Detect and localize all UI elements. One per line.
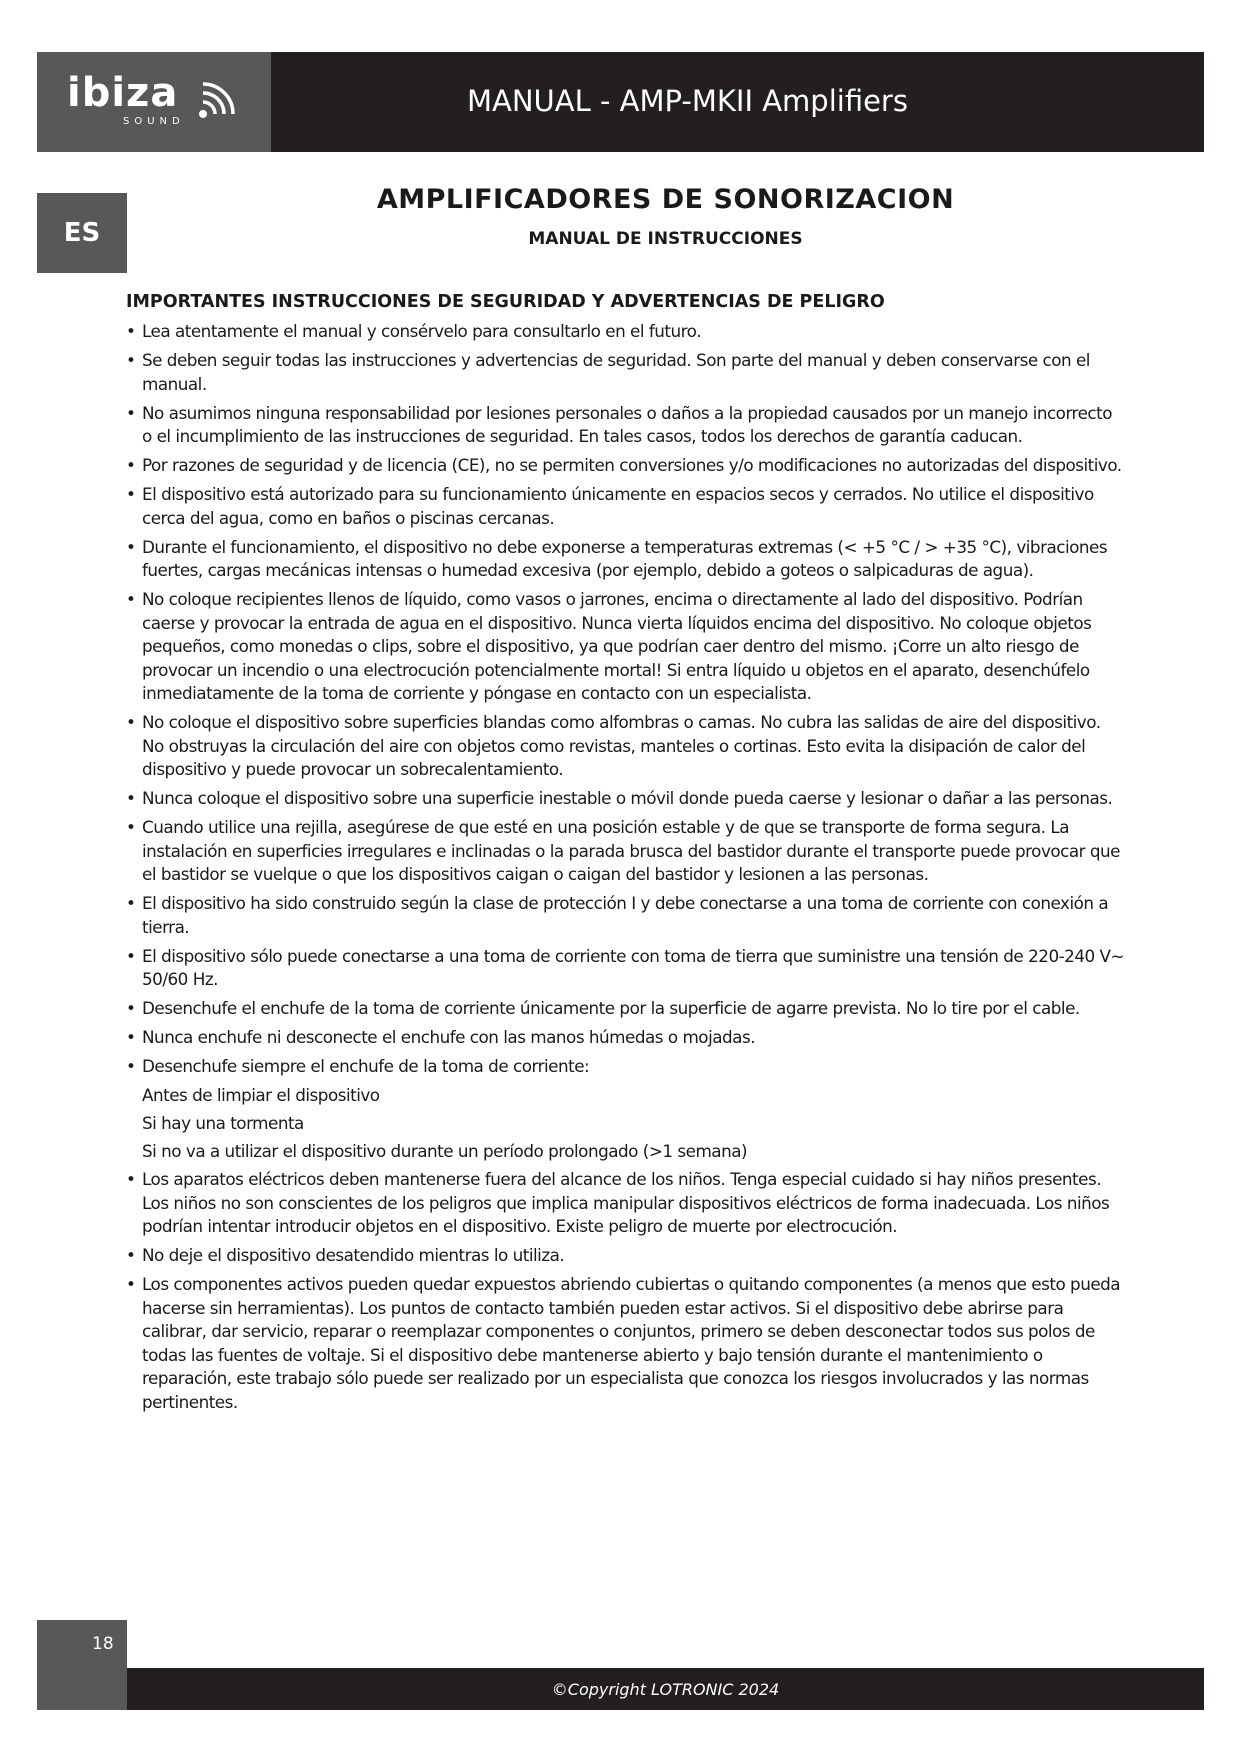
footer-bar [127,1668,1204,1710]
list-item [126,945,1126,992]
list-item [126,1244,1126,1268]
list-item-text: Los componentes activos pueden quedar expuestos abriendo cubiertas o quitando componentes (a menos que esto pueda hacerse sin herramientas). Los puntos de contacto también pueden estar activos. Si el dispositivo debe abrirse para calibrar, dar servicio, reparar o reemplazar componentes o conjuntos, primero se deben desconectar todos sus polos de todas las fuentes de voltaje. Si el dispositivo debe mantenerse abierto y bajo tensión durante el mantenimiento o reparación, este trabajo sólo puede ser realizado por un especialista que conozca los riesgos involucrados y las normas pertinentes. [142,1274,1121,1412]
list-item [126,402,1126,449]
list-item [126,997,1126,1021]
list-item [126,1273,1126,1414]
document-title: AMPLIFICADORES DE SONORIZACION [376,184,955,215]
language-tab: ES [37,193,127,273]
list-item-text: Se deben seguir todas las instrucciones y advertencias de seguridad. Son parte del manual y deben conservarse con el manual. [142,350,1090,394]
list-item [126,816,1126,887]
list-item-text: Cuando utilice una rejilla, asegúrese de que esté en una posición estable y de que se transporte de forma segura. La instalación en superficies irregulares e inclinadas o la parada brusca del bastidor durante el transporte puede provocar que el bastidor se vuelque o que los dispositivos caigan o caigan del bastidor y lesionen a las personas. [142,817,1120,884]
bullet-icon: • [126,893,136,913]
page-number-tab [37,1620,127,1710]
list-item-text: Nunca enchufe ni desconecte el enchufe con las manos húmedas o mojadas. [142,1027,756,1047]
list-item-text: Por razones de seguridad y de licencia (CE), no se permiten conversiones y/o modificaciones no autorizadas del dispositivo. [142,455,1122,475]
sound-waves-icon [197,82,237,122]
sub-list-item: Si no va a utilizar el dispositivo durante un período prolongado (>1 semana) [142,1141,748,1161]
list-item [126,536,1126,583]
bullet-icon: • [126,945,136,966]
bullet-icon: • [126,536,136,557]
sub-list-item: Si hay una tormenta [142,1113,304,1133]
list-item [126,320,1126,344]
list-item [126,588,1126,706]
list-item-text: Lea atentamente el manual y consérvelo para consultarlo en el futuro. [142,321,701,341]
list-item [126,454,1126,478]
document-subtitle: MANUAL DE INSTRUCCIONES [528,229,803,249]
list-item-text: No coloque el dispositivo sobre superficies blandas como alfombras o camas. No cubra las salidas de aire del dispositivo. No obstruyas la circulación del aire con objetos como revistas, manteles o cortinas. Esto evita la disipación de calor del dispositivo y puede provocar un sobrecalentamiento. [142,712,1101,779]
brand-logo [37,52,271,152]
list-item-text: Los aparatos eléctricos deben mantenerse fuera del alcance de los niños. Tenga especial cuidado si hay niños presentes. Los niños no son conscientes de los peligros que implica manipular dispositivos eléctricos de forma inadecuada. Los niños podrían intentar introducir objetos en el dispositivo. Existe peligro de muerte por electrocución. [142,1169,1110,1236]
bullet-icon: • [126,788,136,808]
logo-wordmark: ibiza [67,70,179,116]
bullet-icon: • [126,1056,136,1076]
bullet-icon: • [126,321,136,341]
list-item [126,483,1126,530]
list-item-text: Desenchufe el enchufe de la toma de corriente únicamente por la superficie de agarre prevista. No lo tire por el cable. [142,998,1080,1018]
header-bar [37,52,1204,152]
section-heading: IMPORTANTES INSTRUCCIONES DE SEGURIDAD Y ADVERTENCIAS DE PELIGRO [126,292,885,312]
bullet-icon: • [126,1274,136,1294]
list-item-text: Durante el funcionamiento, el dispositivo no debe exponerse a temperaturas extremas (< +5 °C / > +35 °C), vibraciones fuertes, cargas mecánicas intensas o humedad excesiva (por ejemplo, debido a goteos o salpicaduras de agua). [142,536,1108,580]
bullet-icon: • [126,1245,136,1265]
list-item [126,349,1126,396]
bullet-icon: • [126,998,136,1018]
bullet-icon: • [126,1027,136,1047]
page-number: 18 [92,1634,114,1654]
list-item [126,787,1126,811]
bullet-icon: • [126,817,136,837]
list-item-text: El dispositivo sólo puede conectarse a una toma de corriente con toma de tierra que suministre una tensión de 220-240 V~ 50/60 Hz. [142,945,1125,989]
bullet-icon: • [126,455,136,475]
list-item-text: No coloque recipientes llenos de líquido, como vasos o jarrones, encima o directamente al lado del dispositivo. Podrían caerse y provocar la entrada de agua en el dispositivo. Nunca vierta líquidos encima del dispositivo. No coloque objetos pequeños, como monedas o clips, sobre el dispositivo, ya que podrían caer dentro del mismo. ¡Corre un alto riesgo de provocar un incendio o una electrocución potencialmente mortal! Si entra líquido u objetos en el aparato, desenchúfelo inmediatamente de la toma de corriente y póngase en contacto con un especialista. [142,589,1092,703]
safety-instructions-list [126,320,1126,1420]
list-item-text: No asumimos ninguna responsabilidad por lesiones personales o daños a la propiedad causados por un manejo incorrecto o el incumplimiento de las instrucciones de seguridad. En tales casos, todos los derechos de garantía caducan. [142,402,1112,446]
bullet-icon: • [126,402,136,423]
list-item-text: El dispositivo está autorizado para su funcionamiento únicamente en espacios secos y cerrados. No utilice el dispositivo cerca del agua, como en baños o piscinas cercanas. [142,484,1094,528]
header-title: MANUAL - AMP-MKII Amplifiers [467,84,908,118]
list-item [126,1026,1126,1050]
sub-list-item: Antes de limpiar el dispositivo [142,1085,380,1105]
list-item-text: El dispositivo ha sido construido según la clase de protección I y debe conectarse a una toma de corriente con conexión a tierra. [142,893,1109,937]
bullet-icon: • [126,712,136,732]
list-item [126,892,1126,939]
bullet-icon: • [126,1169,136,1189]
list-item [126,711,1126,782]
list-item-text: Desenchufe siempre el enchufe de la toma de corriente: [142,1056,590,1076]
bullet-icon: • [126,484,136,504]
list-item [126,1168,1126,1239]
copyright-text: ©Copyright LOTRONIC 2024 [551,1679,780,1699]
logo-subtitle: SOUND [123,116,185,127]
list-item [126,1055,1126,1079]
bullet-icon: • [126,589,136,609]
list-item-text: No deje el dispositivo desatendido mientras lo utiliza. [142,1245,565,1265]
list-item-text: Nunca coloque el dispositivo sobre una superficie inestable o móvil donde pueda caerse y lesionar o dañar a las personas. [142,788,1113,808]
bullet-icon: • [126,350,136,370]
